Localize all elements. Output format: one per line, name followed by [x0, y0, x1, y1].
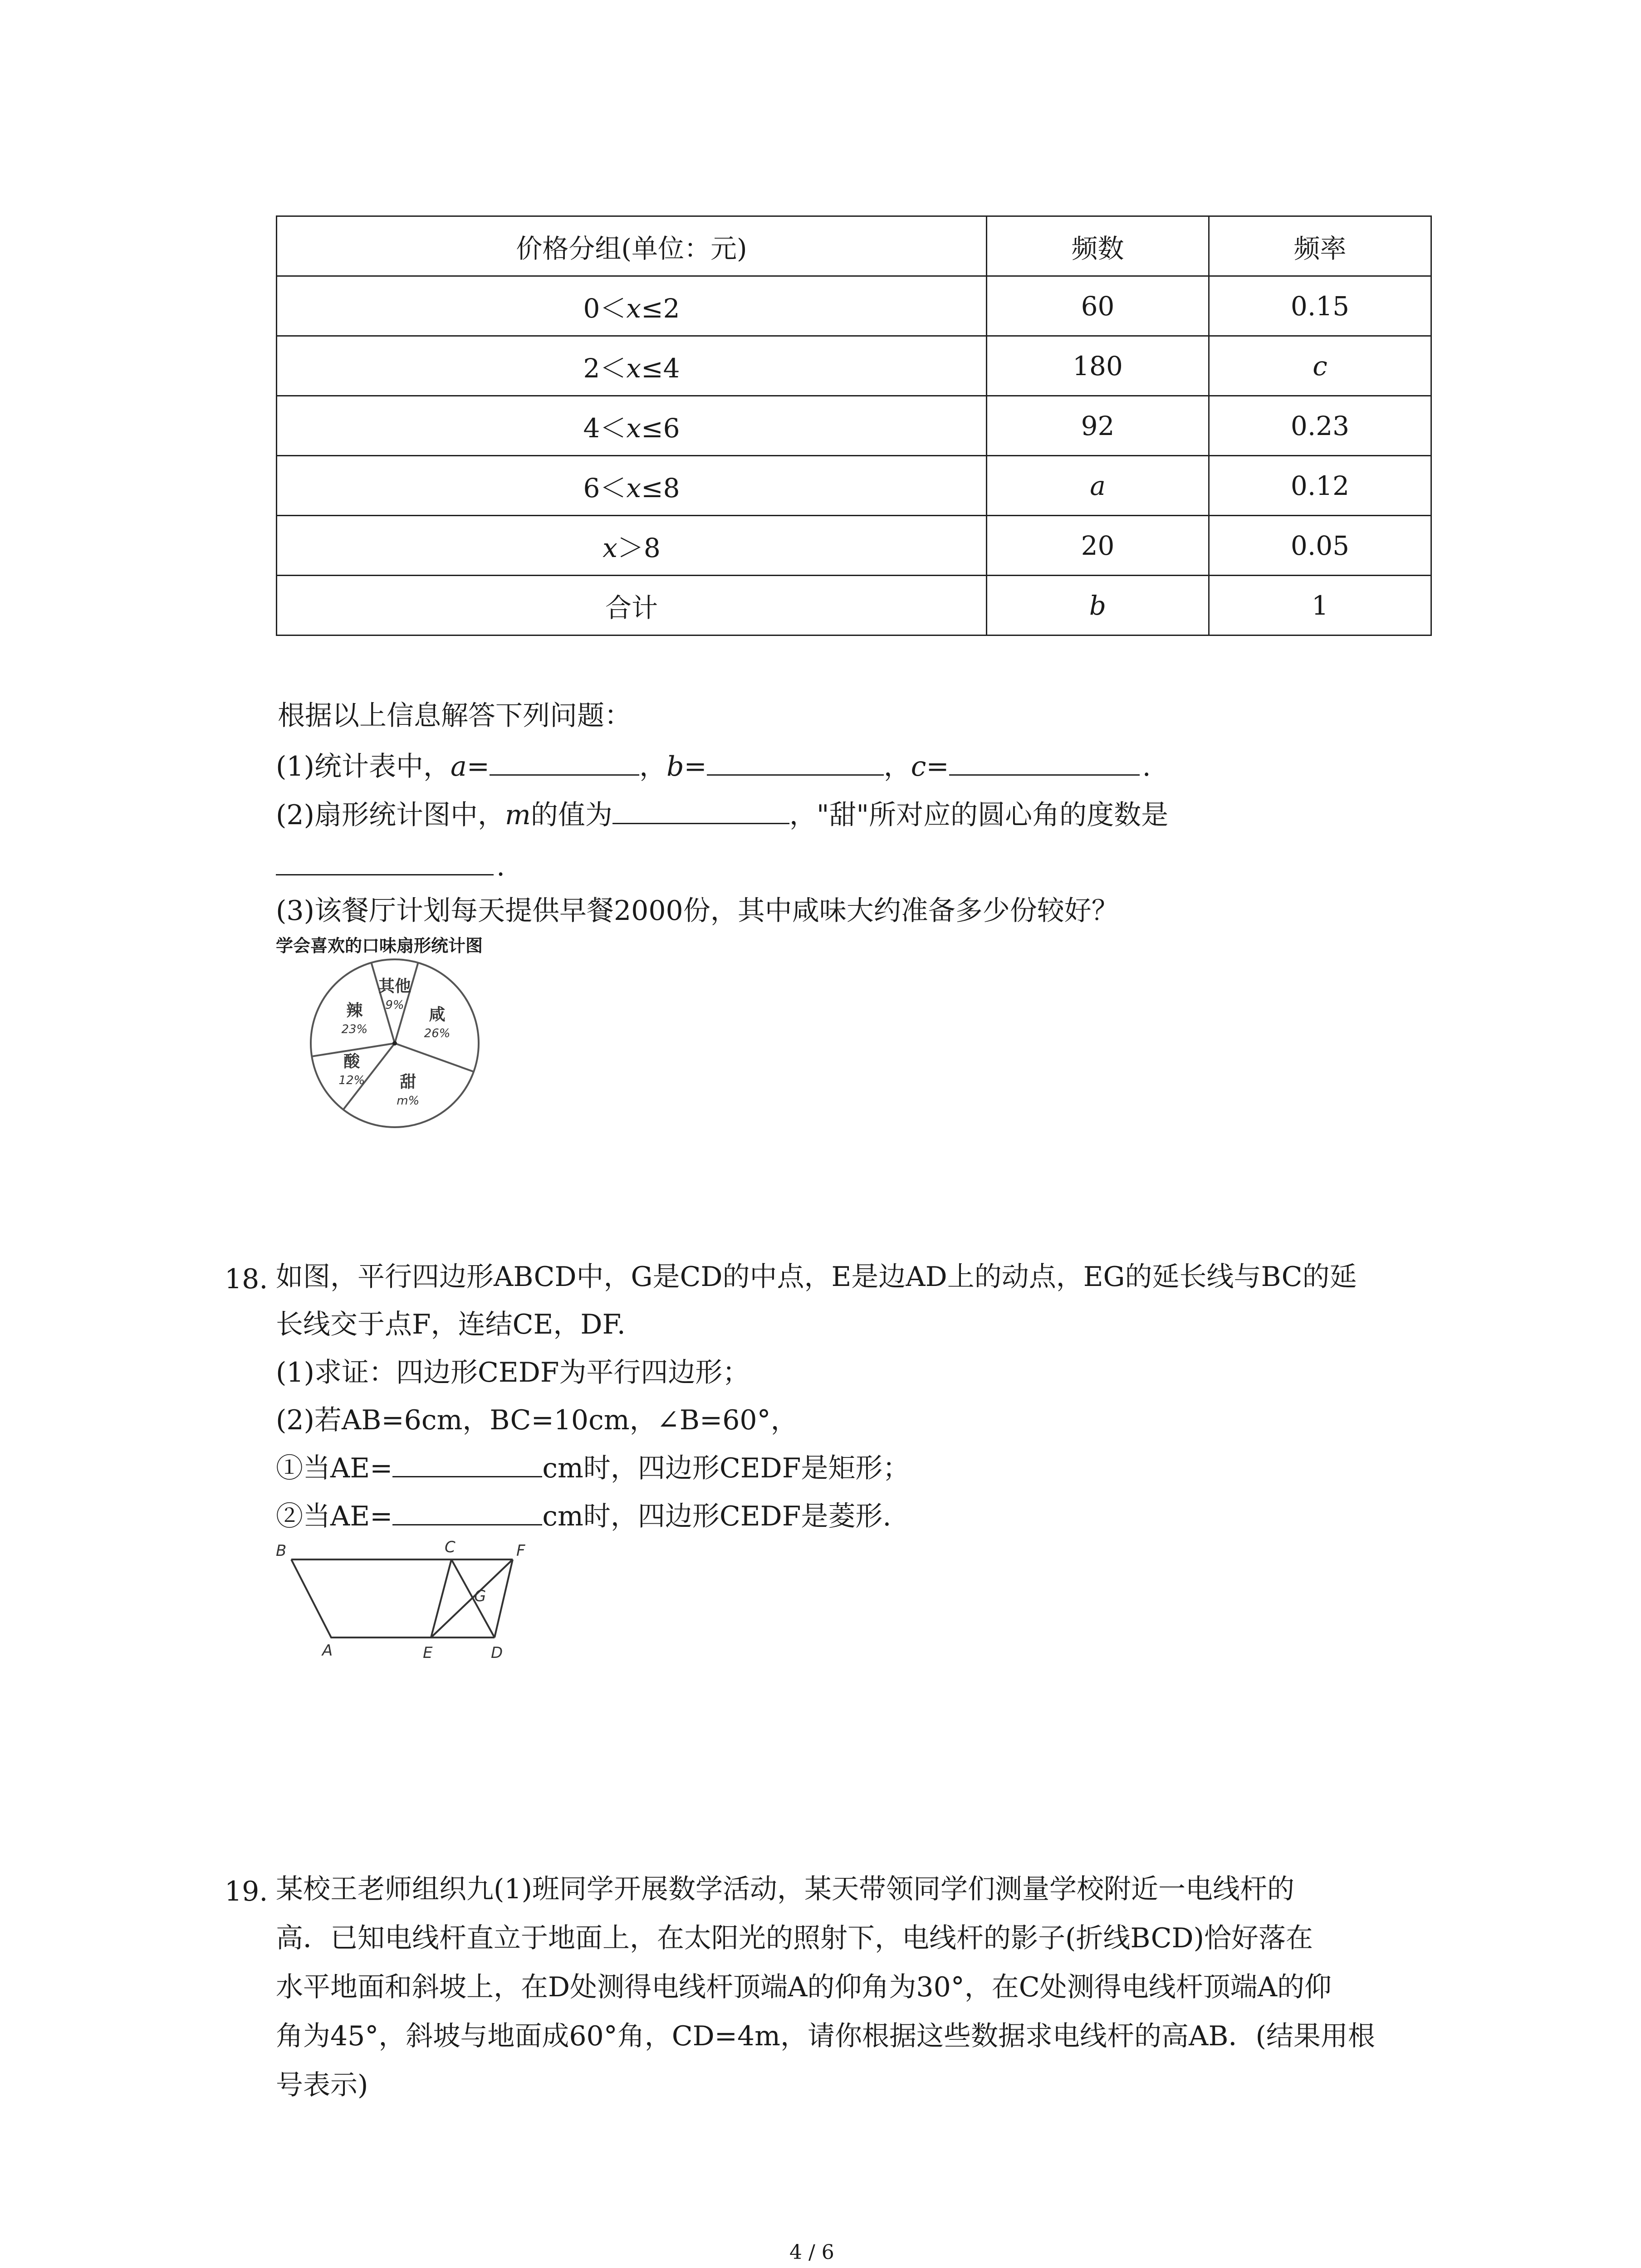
var-m: m — [505, 799, 531, 831]
q18-line1: 如图，平行四边形ABCD中，G是CD的中点，E是边AD上的动点，EG的延长线与BC的延 — [276, 1261, 1357, 1293]
q19-line2: 高．已知电线杆直立于地面上，在太阳光的照射下，电线杆的影子(折线BCD)恰好落在 — [276, 1922, 1313, 1954]
rate-cell: c — [1209, 336, 1431, 396]
q18-line3: (1)求证：四边形CEDF为平行四边形； — [276, 1357, 750, 1388]
group-right: ≤4 — [641, 352, 680, 384]
group-right: ＞8 — [617, 532, 661, 563]
group-var: x — [626, 412, 642, 444]
segment-fd — [495, 1559, 513, 1637]
group-var: x — [626, 472, 642, 503]
answer-blank-angle[interactable] — [276, 874, 494, 875]
group-var: x — [626, 293, 642, 324]
q17-part1 — [276, 753, 1151, 780]
rate-cell: 0.23 — [1209, 396, 1431, 456]
pie-chart — [304, 953, 485, 1134]
pie-slice-name: 其他 — [378, 977, 411, 996]
pie-slice-name: 酸 — [343, 1052, 360, 1071]
q19-number: 19. — [225, 1876, 268, 1907]
q17-part3-suffix: 份，其中咸味大约准备多少份较好？ — [683, 895, 1119, 927]
pie-slice-percent: m% — [397, 1094, 420, 1108]
q18-line6-pre: ②当AE= — [276, 1501, 393, 1532]
point-label: B — [276, 1542, 287, 1560]
price-group-cell — [277, 456, 987, 516]
q19-line5: 号表示) — [276, 2069, 368, 2101]
var-b: b — [666, 751, 684, 782]
group-var: x — [603, 532, 617, 563]
q17-part1-prefix: (1)统计表中， — [276, 751, 451, 782]
price-group-cell — [277, 396, 987, 456]
pie-slice-name: 辣 — [346, 1001, 363, 1020]
point-label: A — [322, 1642, 333, 1660]
answer-blank-rectangle[interactable] — [392, 1476, 542, 1477]
group-right: ≤2 — [641, 293, 680, 324]
point-label: G — [474, 1587, 486, 1605]
point-label: C — [445, 1538, 456, 1556]
q17-part2-end: ，"甜"所对应的圆心角的度数是 — [789, 799, 1169, 831]
answer-blank-a[interactable] — [490, 774, 639, 776]
segment-fe — [431, 1559, 513, 1637]
point-label: D — [491, 1644, 503, 1660]
table-header-cell: 频率 — [1209, 216, 1431, 276]
parallelogram-figure — [268, 1533, 549, 1660]
price-group-cell — [277, 276, 987, 336]
frequency-cell: 20 — [987, 516, 1209, 576]
table-header-cell: 价格分组(单位：元) — [277, 216, 987, 276]
q18-line5 — [276, 1452, 910, 1484]
answer-blank-rhombus[interactable] — [392, 1524, 542, 1525]
rate-cell: 1 — [1209, 576, 1431, 635]
table-row — [277, 516, 1431, 576]
equals-sign: = — [466, 751, 490, 782]
q18-line6 — [276, 1503, 891, 1530]
group-var: x — [626, 352, 642, 384]
q18-line5-pre: ①当AE= — [276, 1452, 393, 1484]
rate-cell: 0.05 — [1209, 516, 1431, 576]
q17-part2-mid: 的值为 — [530, 799, 612, 831]
q17-part2-line2 — [276, 850, 505, 882]
frequency-table — [276, 215, 1432, 636]
group-right: ≤8 — [641, 472, 680, 503]
group-left: 0＜ — [583, 293, 627, 324]
segment-ce — [431, 1559, 451, 1637]
point-label: E — [423, 1644, 433, 1660]
pie-slice-percent: 9% — [385, 998, 404, 1012]
group-left: 6＜ — [583, 472, 627, 503]
pie-slice-percent: 26% — [424, 1026, 451, 1041]
rate-cell: 0.12 — [1209, 456, 1431, 516]
comma: ， — [639, 751, 667, 782]
q19-line4: 角为45°，斜坡与地面成60°角，CD=4m，请你根据这些数据求电线杆的高AB．(结果用根 — [276, 2020, 1375, 2052]
pie-slice-percent: 23% — [341, 1022, 368, 1036]
q18-number: 18. — [225, 1263, 268, 1295]
table-header-cell: 频数 — [987, 216, 1209, 276]
table-row — [277, 336, 1431, 396]
parallelogram-left — [291, 1559, 495, 1637]
price-group-cell — [277, 516, 987, 576]
table-row — [277, 396, 1431, 456]
table-row — [277, 456, 1431, 516]
pie-slice-percent: 12% — [338, 1073, 365, 1087]
group-left: 4＜ — [583, 412, 627, 444]
page-number: 4 / 6 — [789, 2241, 834, 2264]
answer-blank-m[interactable] — [612, 822, 789, 824]
q18-line5-post: cm时，四边形CEDF是矩形； — [542, 1452, 910, 1484]
pie-slice-name: 甜 — [400, 1072, 416, 1091]
price-group-cell — [277, 576, 987, 635]
q17-part3 — [276, 895, 1119, 927]
period: . — [496, 850, 505, 882]
table-header-row — [277, 216, 1431, 276]
point-label: F — [516, 1542, 525, 1560]
frequency-cell: b — [987, 576, 1209, 635]
table-row — [277, 576, 1431, 635]
pie-chart-title: 学会喜欢的口味扇形统计图 — [276, 936, 483, 956]
comma: ， — [883, 751, 911, 782]
q18-line2: 长线交于点F，连结CE，DF. — [276, 1309, 626, 1340]
frequency-cell: 180 — [987, 336, 1209, 396]
q17-part3-num: 2000 — [614, 895, 683, 927]
pie-slice-name: 咸 — [429, 1005, 446, 1024]
q17-part3-prefix: (3)该餐厅计划每天提供早餐 — [276, 895, 614, 927]
group-left: 2＜ — [583, 352, 627, 384]
pie-slice-boundary — [395, 1043, 474, 1072]
group-left: 合计 — [605, 592, 658, 623]
rate-cell: 0.15 — [1209, 276, 1431, 336]
group-right: ≤6 — [641, 412, 680, 444]
answer-blank-c[interactable] — [949, 774, 1140, 776]
q18-line6-post: cm时，四边形CEDF是菱形. — [542, 1501, 892, 1532]
equals-sign: = — [684, 751, 707, 782]
answer-blank-b[interactable] — [707, 774, 884, 776]
frequency-cell: 60 — [987, 276, 1209, 336]
q17-part2 — [276, 799, 1169, 831]
q18-line4: (2)若AB=6cm，BC=10cm，∠B=60°， — [276, 1404, 798, 1436]
equals-sign: = — [926, 751, 949, 782]
price-group-cell — [277, 336, 987, 396]
period: . — [1142, 751, 1151, 782]
frequency-cell: a — [987, 456, 1209, 516]
q17-part2-prefix: (2)扇形统计图中， — [276, 799, 505, 831]
table-row — [277, 276, 1431, 336]
var-c: c — [911, 751, 926, 782]
q17-intro: 根据以上信息解答下列问题： — [278, 700, 632, 732]
q19-line3: 水平地面和斜坡上，在D处测得电线杆顶端A的仰角为30°，在C处测得电线杆顶端A的仰 — [276, 1971, 1332, 2003]
pie-center-dot — [392, 1041, 397, 1046]
q19-line1: 某校王老师组织九(1)班同学开展数学活动，某天带领同学们测量学校附近一电线杆的 — [276, 1873, 1294, 1905]
frequency-cell: 92 — [987, 396, 1209, 456]
var-a: a — [451, 751, 467, 782]
